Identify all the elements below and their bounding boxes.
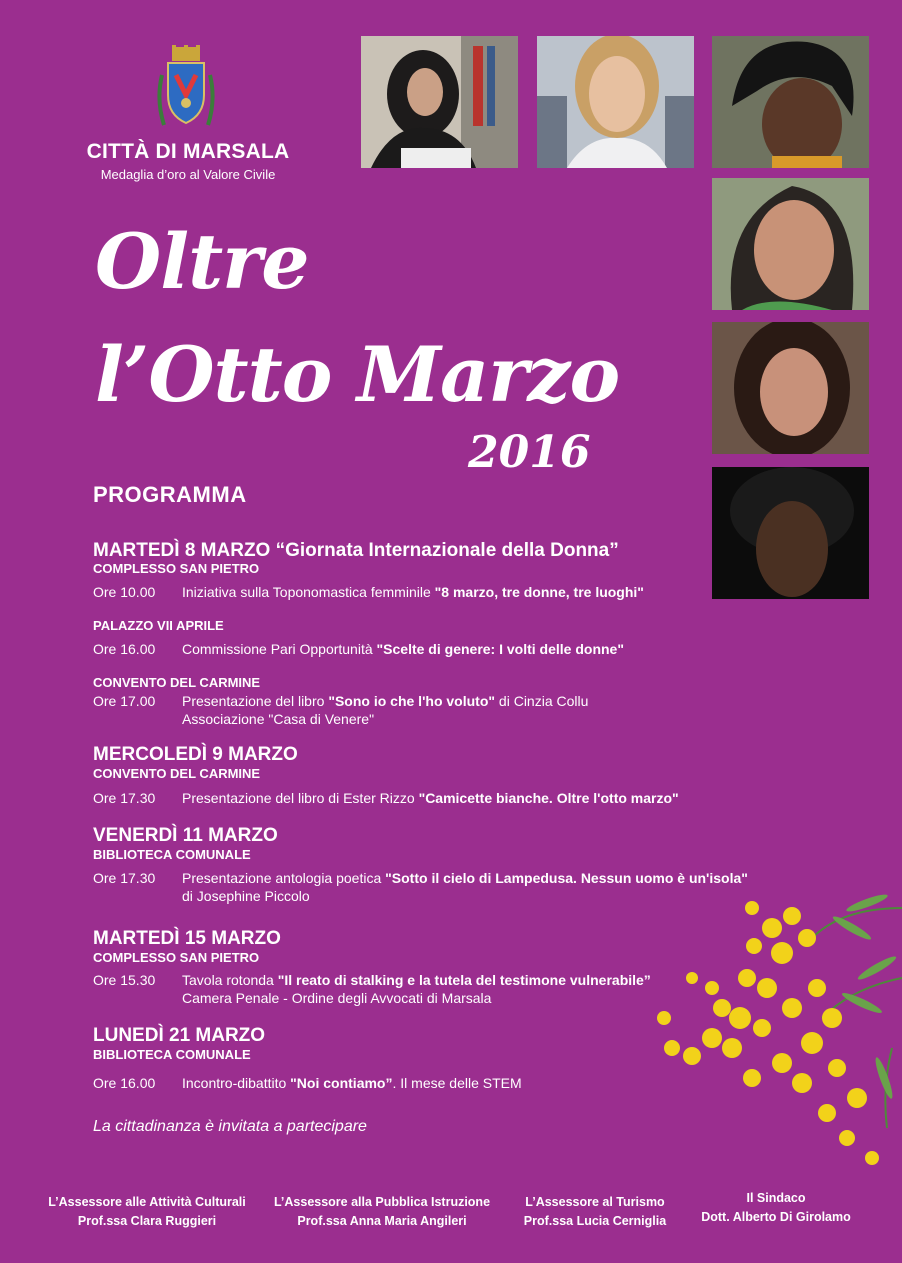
signature-3: L’Assessore al Turismo Prof.ssa Lucia Cerniglia — [523, 1195, 667, 1228]
city-subtitle: Medaglia d’oro al Valore Civile — [100, 167, 276, 182]
signature-1: L’Assessore alle Attività Culturali Prof.ssa Clara Ruggieri — [48, 1195, 246, 1228]
elderly-woman-portrait-photo — [712, 178, 869, 310]
event-desc-3-line2: di Josephine Piccolo — [182, 888, 310, 904]
mimosa-flowers-decoration — [652, 868, 902, 1178]
event-time-5: Ore 16.00 — [93, 1075, 156, 1091]
event-desc-4-line2: Camera Penale - Ordine degli Avvocati di Marsala — [182, 990, 492, 1006]
event-desc-3: Presentazione antologia poetica "Sotto il cielo di Lampedusa. Nessun uomo è un'isola" — [182, 870, 748, 886]
day-heading-2: MERCOLEDÌ 9 MARZO — [93, 744, 298, 765]
dark-haired-woman-portrait-photo — [712, 322, 869, 454]
venue-1b: PALAZZO VII APRILE — [93, 618, 224, 633]
invitation-text: La cittadinanza è invitata a partecipare — [93, 1118, 367, 1135]
day-heading-4: MARTEDÌ 15 MARZO — [93, 928, 281, 949]
event-desc-1: Iniziativa sulla Toponomastica femminile "8 marzo, tre donne, tre luoghi" — [182, 584, 644, 600]
day-heading-1: MARTEDÌ 8 MARZO “Giornata Internazionale della Donna” — [93, 540, 619, 561]
day-heading-5: LUNEDÌ 21 MARZO — [93, 1025, 266, 1046]
day-heading-3: VENERDÌ 11 MARZO — [93, 825, 278, 846]
venue-5: BIBLIOTECA COMUNALE — [93, 1047, 251, 1062]
african-woman-curly-hair-photo — [712, 467, 869, 599]
event-time-2: Ore 17.30 — [93, 790, 156, 806]
event-time-4: Ore 15.30 — [93, 972, 156, 988]
event-time-3: Ore 17.30 — [93, 870, 156, 886]
city-name: CITTÀ DI MARSALA — [86, 140, 290, 163]
event-desc-1b: Commissione Pari Opportunità "Scelte di genere: I volti delle donne" — [182, 641, 624, 657]
event-time-1c: Ore 17.00 — [93, 693, 156, 709]
signature-4: Il Sindaco Dott. Alberto Di Girolamo — [701, 1191, 851, 1224]
event-time-1: Ore 10.00 — [93, 584, 156, 600]
event-desc-1c: Presentazione del libro "Sono io che l'ho voluto" di Cinzia Collu — [182, 693, 589, 709]
venue-3: BIBLIOTECA COMUNALE — [93, 847, 251, 862]
event-desc-4: Tavola rotonda "Il reato di stalking e la tutela del testimone vulnerabile” — [182, 972, 651, 988]
woman-with-hijab-writing-photo — [361, 36, 518, 168]
african-woman-headscarf-photo — [712, 36, 869, 168]
signature-2: L’Assessore alla Pubblica Istruzione Prof.ssa Anna Maria Angileri — [273, 1195, 491, 1228]
venue-1: COMPLESSO SAN PIETRO — [93, 561, 260, 576]
venue-1c: CONVENTO DEL CARMINE — [93, 675, 261, 690]
venue-2: CONVENTO DEL CARMINE — [93, 766, 261, 781]
title-year: 2016 — [468, 427, 591, 478]
event-desc-2: Presentazione del libro di Ester Rizzo "Camicette bianche. Oltre l'otto marzo" — [182, 790, 679, 806]
event-desc-5: Incontro-dibattito "Noi contiamo”. Il mese delle STEM — [182, 1075, 522, 1091]
event-desc-1c-line2: Associazione "Casa di Venere" — [182, 711, 375, 727]
title-line-2: l’Otto Marzo — [95, 330, 620, 419]
blonde-woman-portrait-photo — [537, 36, 694, 168]
city-crest-icon — [154, 45, 218, 131]
event-time-1b: Ore 16.00 — [93, 641, 156, 657]
programma-heading: PROGRAMMA — [93, 482, 247, 507]
venue-4: COMPLESSO SAN PIETRO — [93, 950, 260, 965]
title-line-1: Oltre — [95, 217, 309, 306]
